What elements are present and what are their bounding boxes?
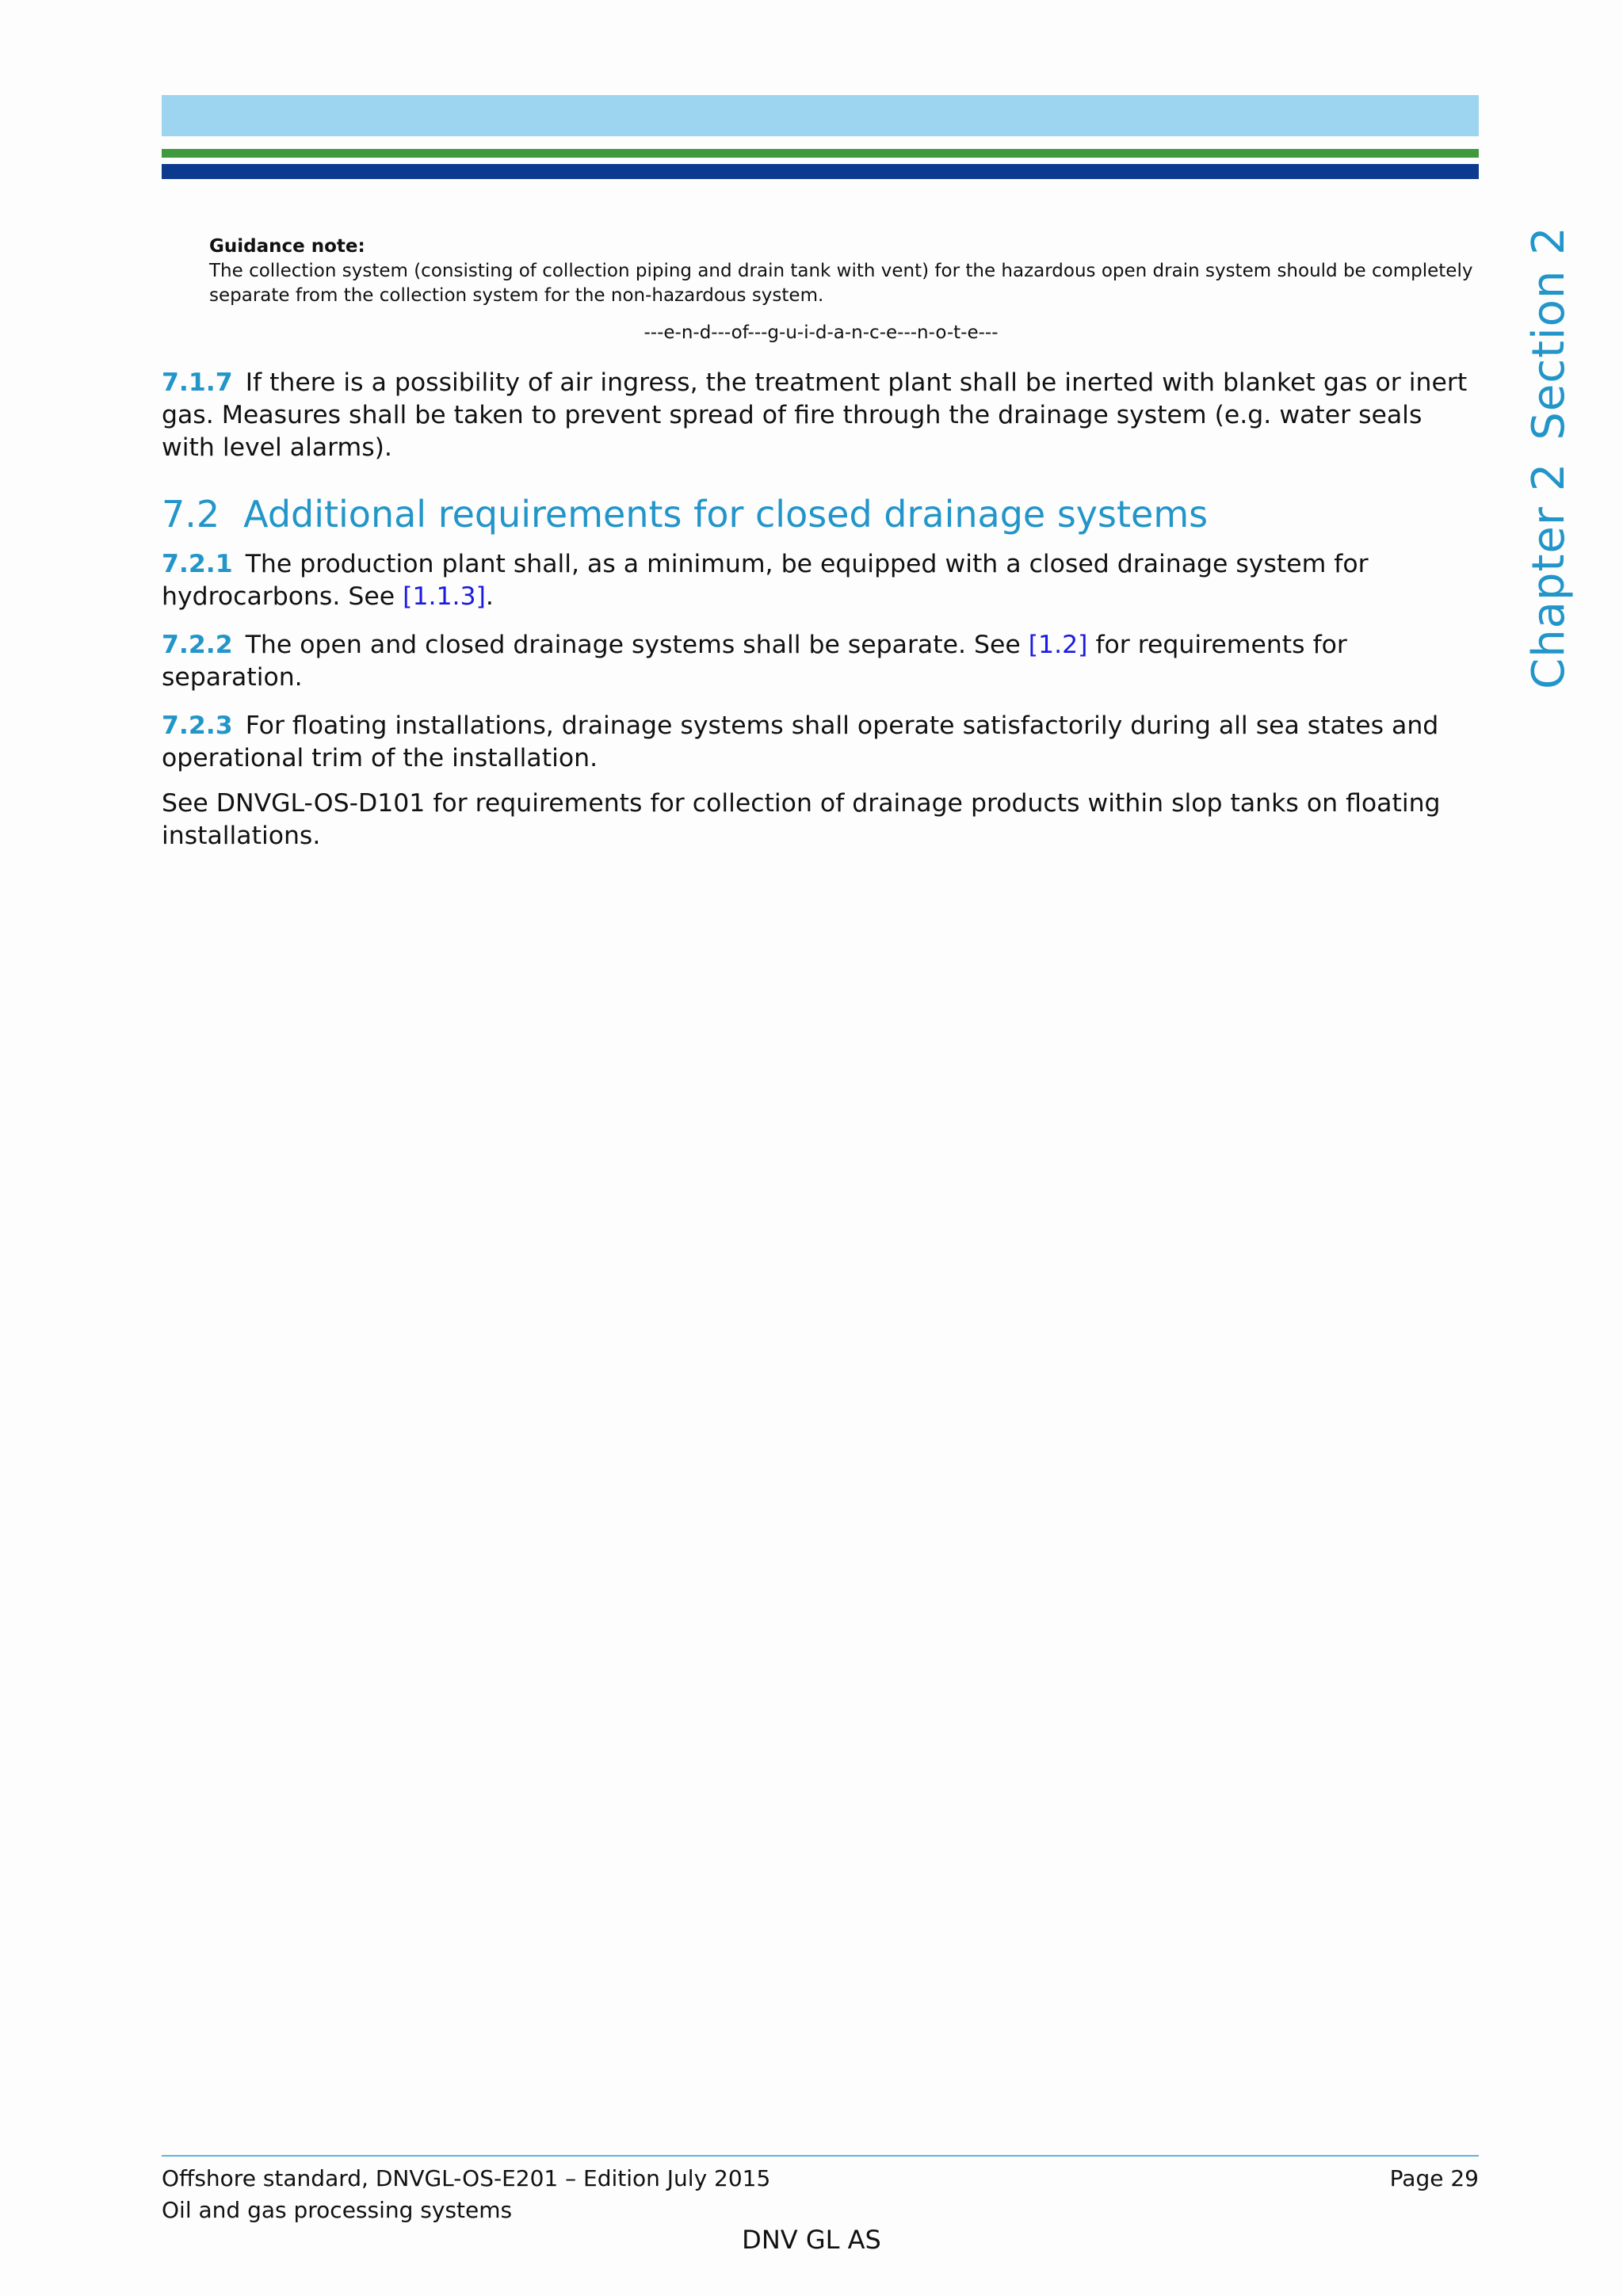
paragraph-text-end: .	[485, 582, 494, 611]
paragraph-number: 7.2.1	[162, 550, 233, 578]
guidance-note	[209, 235, 1480, 308]
paragraph-7-1-7	[162, 367, 1480, 464]
cross-reference-link[interactable]: [1.1.3]	[403, 582, 486, 611]
paragraph-text: The open and closed drainage systems shall be separate. See	[245, 631, 1029, 659]
paragraph-7-2-3	[162, 710, 1480, 775]
header-band-green	[162, 149, 1479, 158]
paragraph-number: 7.2.2	[162, 631, 233, 659]
paragraph-text: If there is a possibility of air ingress, the treatment plant shall be inerted with blanket gas or inert gas. Measures shall be taken to prevent spread of fire through the drainage system (e.g. water seals with level alarms).	[162, 368, 1468, 462]
paragraph-text: The production plant shall, as a minimum, be equipped with a closed drainage system for hydrocarbons. See	[162, 550, 1369, 611]
guidance-end-marker: ---e-n-d---of---g-u-i-d-a-n-c-e---n-o-t-e---	[643, 322, 999, 343]
footer-document-info	[162, 2163, 770, 2226]
paragraph-7-2-1	[162, 548, 1480, 613]
header-band-light	[162, 95, 1479, 136]
paragraph-number: 7.2.3	[162, 711, 233, 740]
chapter-section-tab	[1523, 214, 1575, 689]
footer-rule	[162, 2155, 1479, 2157]
guidance-text: The collection system (consisting of collection piping and drain tank with vent) for the hazardous open drain system should be completely separate from the collection system for the non-hazardous system.	[209, 261, 1473, 306]
paragraph-text-end: for requirements for separation.	[162, 631, 1347, 692]
guidance-title: Guidance note:	[209, 236, 365, 257]
paragraph-7-2-2	[162, 629, 1480, 694]
cross-reference-link[interactable]: [1.2]	[1028, 631, 1088, 659]
paragraph-number: 7.1.7	[162, 368, 233, 397]
page-content	[162, 235, 1480, 852]
section-heading-7-2	[162, 493, 1480, 536]
header-band-blue	[162, 164, 1479, 179]
footer-subject: Oil and gas processing systems	[162, 2197, 513, 2223]
footer-company: DNV GL AS	[742, 2225, 881, 2255]
paragraph-see-reference: See DNVGL-OS-D101 for requirements for collection of drainage products within slop tanks on floating installations.	[162, 789, 1441, 850]
footer-page-number: Page 29	[1389, 2165, 1479, 2191]
paragraph-text: For floating installations, drainage systems shall operate satisfactorily during all sea states and operational trim of the installation.	[162, 711, 1439, 772]
footer-standard: Offshore standard, DNVGL-OS-E201 – Edition July 2015	[162, 2165, 771, 2191]
chapter-label: Chapter 2	[1523, 462, 1575, 689]
heading-number: 7.2	[162, 493, 220, 536]
heading-title: Additional requirements for closed drainage systems	[243, 493, 1209, 536]
section-label: Section 2	[1523, 226, 1575, 441]
